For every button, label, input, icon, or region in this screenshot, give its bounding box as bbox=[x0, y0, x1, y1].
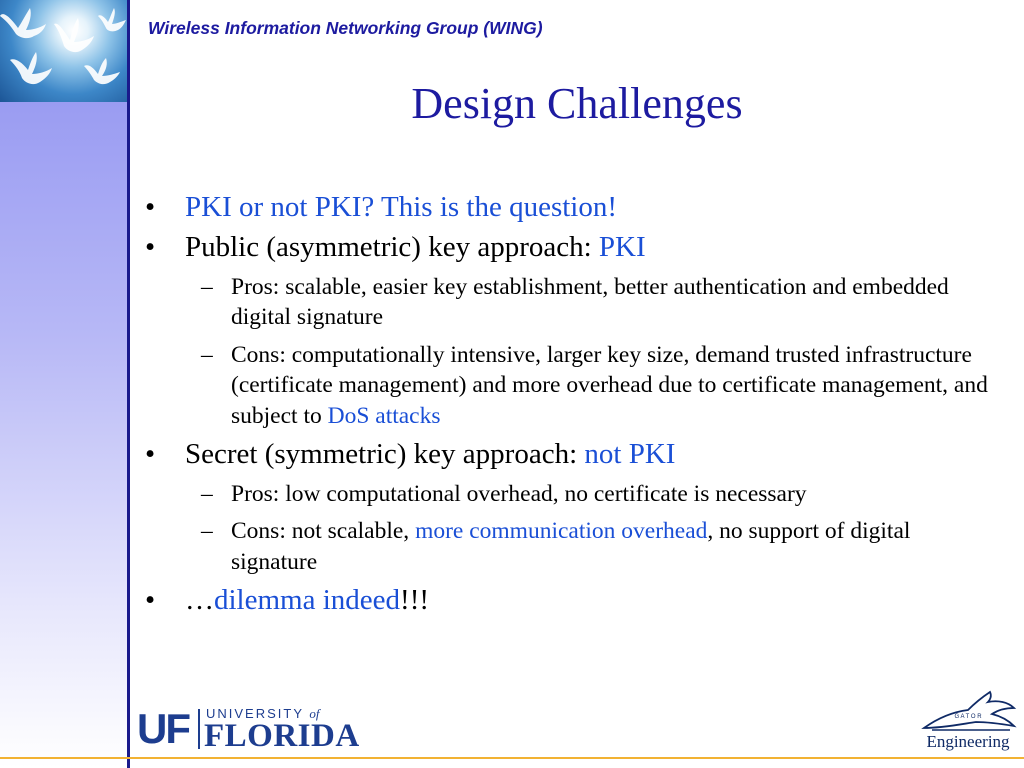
sub-bullet-item bbox=[145, 479, 995, 510]
gator-icon bbox=[918, 688, 1018, 736]
bullet-marker: • bbox=[145, 438, 156, 471]
uf-logo bbox=[137, 705, 367, 753]
sub-bullet-marker: – bbox=[201, 518, 213, 545]
bullet-marker: • bbox=[145, 584, 156, 617]
bullet-item bbox=[145, 191, 995, 224]
sub-bullet-text: Pros: low computational overhead, no certificate is necessary bbox=[231, 480, 807, 507]
sub-bullet-marker: – bbox=[201, 480, 213, 507]
uf-monogram: UF bbox=[137, 705, 189, 752]
gator-engineering-logo bbox=[918, 688, 1018, 756]
bullet-text: Public (asymmetric) key approach: bbox=[185, 231, 599, 264]
bullet-marker: • bbox=[145, 231, 156, 264]
bullet-item bbox=[145, 438, 995, 471]
uf-university-word: UNIVERSITY bbox=[206, 706, 304, 721]
sub-bullet-item bbox=[145, 516, 995, 577]
uf-florida-label: FLORIDA bbox=[204, 718, 360, 754]
bullet-text: Secret (symmetric) key approach: bbox=[185, 438, 585, 471]
bullet-text: PKI or not PKI? This is the question! bbox=[185, 191, 618, 223]
gator-small-text: G A T O R bbox=[954, 714, 982, 720]
sub-bullet-text: , no support of digital signature bbox=[231, 518, 911, 575]
sub-bullet-text: Pros: scalable, easier key establishment, better authentication and embedded digital signature bbox=[231, 273, 949, 331]
uf-logo-divider bbox=[198, 709, 200, 749]
sub-bullet-item bbox=[145, 340, 995, 432]
bullet-item bbox=[145, 231, 995, 264]
uf-of-word: of bbox=[309, 706, 320, 721]
bullet-highlight: dilemma indeed bbox=[214, 584, 401, 617]
sub-bullet-text: Cons: not scalable, bbox=[231, 518, 416, 545]
sub-bullet-text: Cons: computationally intensive, larger key size, demand trusted infrastructure (certificate management) and more overhead due to certificate management, and subject to bbox=[231, 341, 988, 429]
slide-content bbox=[145, 191, 995, 625]
sub-bullet-highlight: more communication overhead bbox=[415, 518, 708, 545]
slide-title: Design Challenges bbox=[411, 79, 743, 128]
sub-bullet-highlight: DoS attacks bbox=[327, 402, 441, 429]
bullet-text: … bbox=[185, 584, 214, 617]
sub-bullet-marker: – bbox=[201, 273, 213, 300]
doves-sky-image bbox=[0, 0, 127, 102]
gator-engineering-text: Engineering bbox=[926, 732, 1010, 751]
sidebar-gradient bbox=[0, 102, 127, 768]
bottom-accent-line bbox=[0, 757, 1024, 759]
bullet-highlight: not PKI bbox=[584, 438, 676, 471]
group-header: Wireless Information Networking Group (WING) bbox=[148, 18, 543, 38]
sub-bullet-marker: – bbox=[201, 341, 213, 368]
bullet-marker: • bbox=[145, 191, 156, 223]
bullet-item bbox=[145, 584, 995, 617]
sub-bullet-item bbox=[145, 272, 995, 333]
bullet-highlight: PKI bbox=[598, 231, 646, 264]
bullet-text: !!! bbox=[400, 584, 430, 617]
